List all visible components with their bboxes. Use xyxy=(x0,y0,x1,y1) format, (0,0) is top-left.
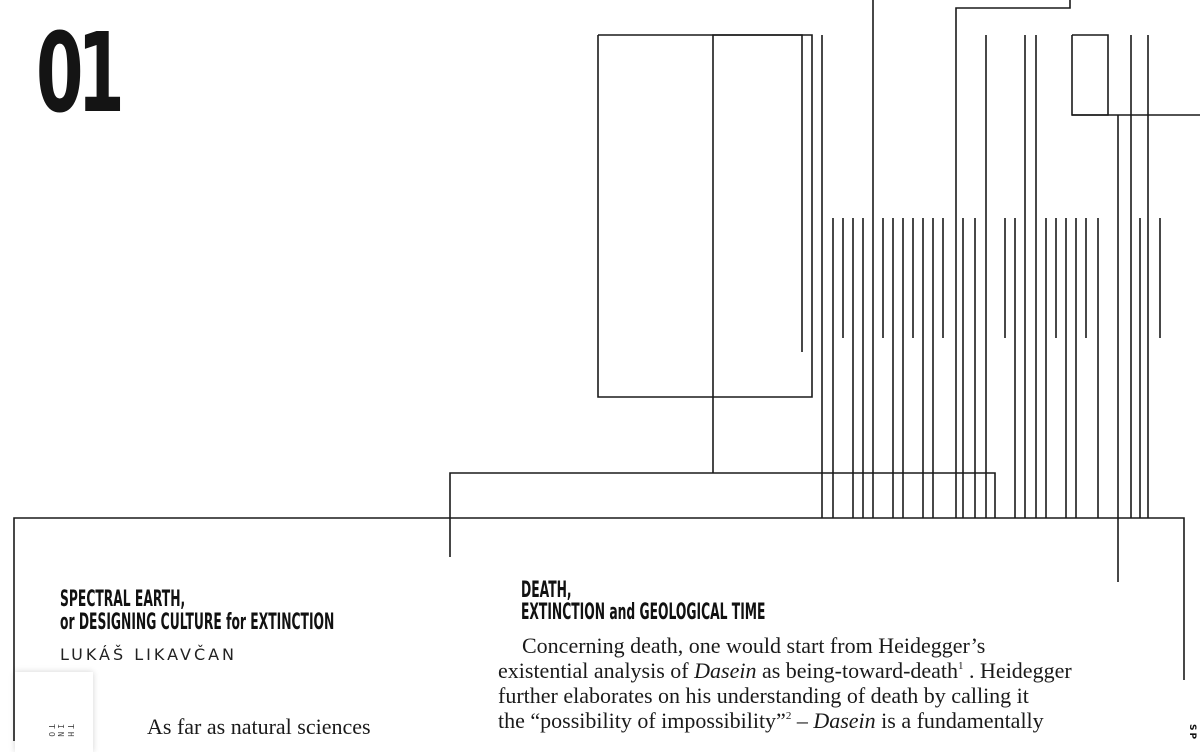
tab-text-line-2: IN xyxy=(56,724,65,740)
section-body xyxy=(498,633,1198,733)
tab-text-line-1: TH xyxy=(66,724,75,740)
tab-text-line-3: TO xyxy=(47,724,56,740)
footnote-ref: 1 xyxy=(958,660,964,672)
art-path xyxy=(598,35,812,397)
emphasis: Dasein xyxy=(813,708,876,733)
text-run: is a fundamentally xyxy=(875,708,1044,733)
text-run: existential analysis of xyxy=(498,658,695,683)
section-heading-line-2: EXTINCTION and GEOLOGICAL TIME xyxy=(521,600,766,625)
chapter-number: 01 xyxy=(36,9,119,137)
text-run: further elaborates on his understanding of death by calling it xyxy=(498,683,1029,708)
footnote-ref: 2 xyxy=(785,710,792,722)
text-run: the “possibility of impossibility” xyxy=(498,708,786,733)
emphasis: Dasein xyxy=(694,658,757,683)
article-title-line-1: SPECTRAL EARTH, xyxy=(60,587,186,612)
text-run: Concerning death, one would start from Heidegger’s xyxy=(522,633,986,658)
body-line xyxy=(498,658,1198,683)
author-name: LUKÁŠ LIKAVČAN xyxy=(60,645,238,664)
side-running-label: SP xyxy=(1187,724,1197,742)
text-run: . Heidegger xyxy=(963,658,1072,683)
text-run: – xyxy=(791,708,814,733)
body-line xyxy=(498,683,1198,708)
left-column-body: As far as natural sciences xyxy=(147,714,371,739)
side-tab-card[interactable] xyxy=(15,672,93,752)
section-heading-line-1: DEATH, xyxy=(521,578,572,603)
text-run: as being-toward-death xyxy=(756,658,959,683)
article-title-line-2: or DESIGNING CULTURE for EXTINCTION xyxy=(60,610,335,635)
art-path xyxy=(1072,35,1108,115)
body-line xyxy=(498,633,1198,658)
art-path xyxy=(956,0,1070,518)
body-line xyxy=(498,708,1198,733)
art-path xyxy=(450,473,995,557)
art-path xyxy=(713,35,802,473)
